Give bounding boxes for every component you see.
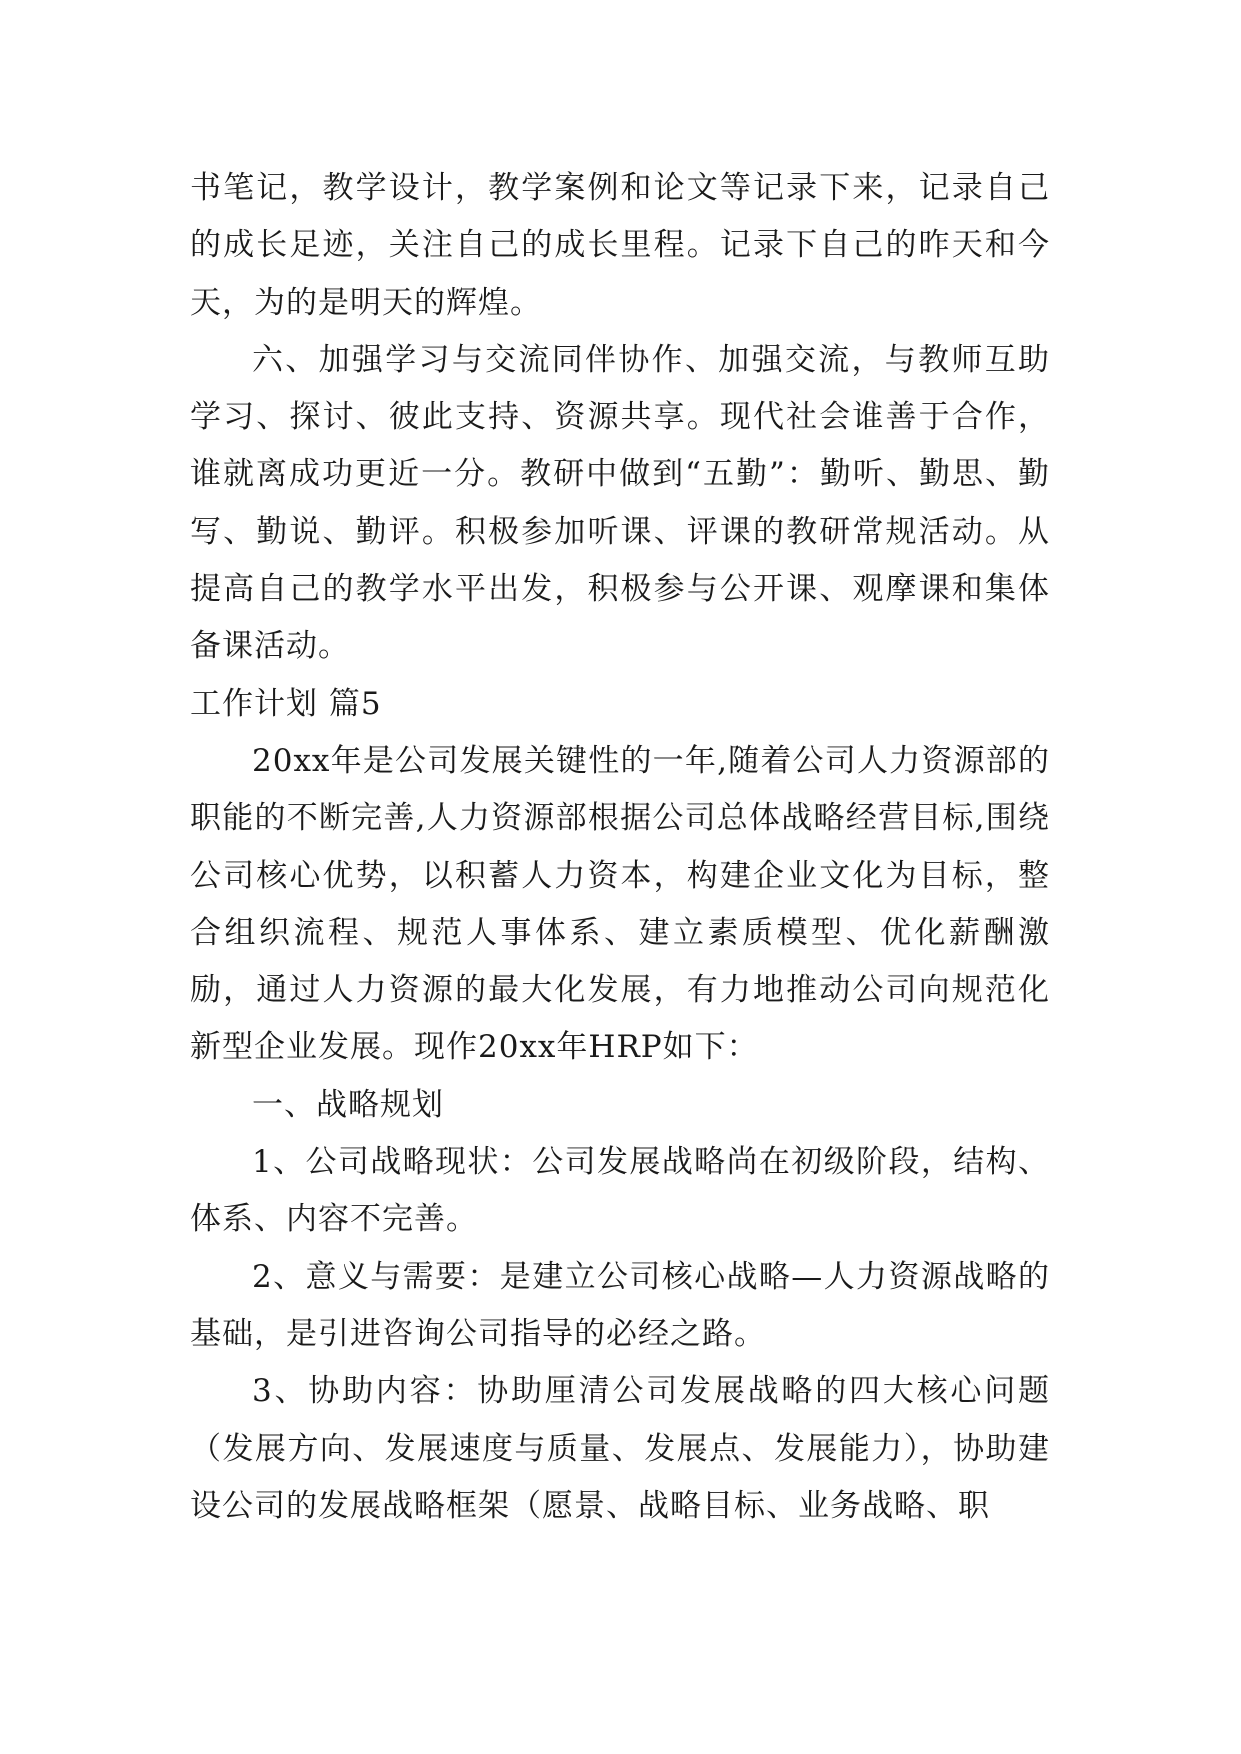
document-page xyxy=(190,160,1050,1535)
paragraph-strategy-title: 一、战略规划 xyxy=(252,1086,444,1123)
paragraph-strategy-content: 3、协助内容：协助厘清公司发展战略的四大核心问题（发展方向、发展速度与质量、发展点、发展能力），协助建设公司的发展战略框架（愿景、战略目标、业务战略、职 xyxy=(190,1373,1050,1524)
paragraph-section-six: 六、加强学习与交流同伴协作、加强交流，与教师互助学习、探讨、彼此支持、资源共享。现代社会谁善于合作，谁就离成功更近一分。教研中做到“五勤”：勤听、勤思、勤写、勤说、勤评。积极参加听课、评课的教研常规活动。从提高自己的教学水平出发，积极参与公开课、观摩课和集体备课活动。 xyxy=(190,341,1050,665)
paragraph-strategy-meaning: 2、意义与需要：是建立公司核心战略—人力资源战略的基础，是引进咨询公司指导的必经之路。 xyxy=(190,1258,1050,1352)
paragraph-reading-notes: 书笔记，教学设计，教学案例和论文等记录下来，记录自己的成长足迹，关注自己的成长里程。记录下自己的昨天和今天，为的是明天的辉煌。 xyxy=(190,170,1050,321)
paragraph-hrp-intro: 20xx年是公司发展关键性的一年,随着公司人力资源部的职能的不断完善,人力资源部根据公司总体战略经营目标,围绕公司核心优势，以积蓄人力资本，构建企业文化为目标，整合组织流程、规范人事体系、建立素质模型、优化薪酬激励，通过人力资源的最大化发展，有力地推动公司向规范化新型企业发展。现作20xx年HRP如下： xyxy=(190,742,1050,1066)
paragraph-strategy-status: 1、公司战略现状：公司发展战略尚在初级阶段，结构、体系、内容不完善。 xyxy=(190,1144,1050,1238)
section-heading: 工作计划 篇5 xyxy=(190,685,382,722)
